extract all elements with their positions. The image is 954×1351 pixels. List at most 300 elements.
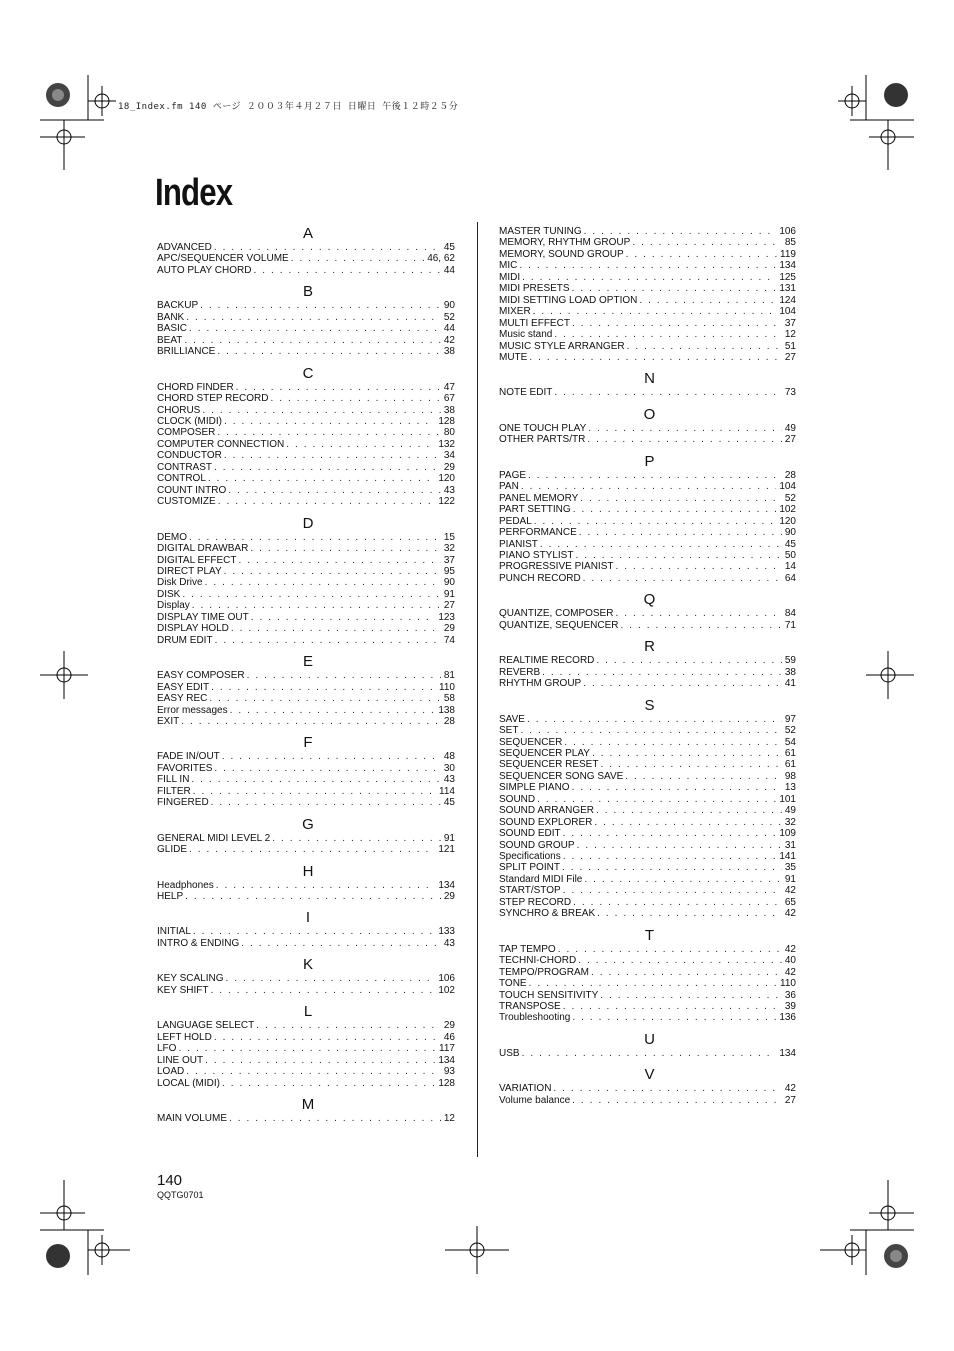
entry-term: PIANO STYLIST [499, 549, 574, 561]
entry-page: 134 [779, 260, 796, 272]
entry-term: MIDI SETTING LOAD OPTION [499, 294, 638, 306]
entry-term: REVERB [499, 666, 541, 678]
entry-term: SET [499, 725, 519, 737]
index-entry [157, 833, 455, 844]
index-entry [499, 1095, 796, 1106]
dot-leader [577, 840, 782, 851]
entry-term: MEMORY, SOUND GROUP [499, 248, 624, 260]
dot-leader [224, 566, 441, 577]
index-entry [499, 771, 796, 782]
entry-term: SOUND EDIT [499, 828, 561, 840]
entry-term: MIDI PRESETS [499, 283, 570, 295]
entry-page: 123 [438, 611, 455, 623]
entry-page: 110 [780, 978, 796, 990]
index-entry [499, 620, 796, 631]
index-entry [499, 423, 796, 434]
index-section [499, 454, 796, 585]
index-entry [499, 1001, 796, 1012]
index-entry [157, 751, 455, 762]
entry-page: 128 [438, 415, 455, 427]
section-letter: Q [643, 591, 656, 609]
entry-term: SOUND GROUP [499, 839, 575, 851]
entry-term: PANEL MEMORY [499, 492, 579, 504]
index-section [157, 226, 455, 276]
entry-page: 134 [779, 1047, 796, 1059]
entry-page: 49 [784, 805, 796, 817]
entry-page: 134 [438, 1054, 455, 1066]
section-letter: T [644, 926, 655, 944]
index-entry [157, 786, 455, 797]
entry-term: AUTO PLAY CHORD [157, 264, 252, 276]
index-entry [499, 851, 796, 862]
entry-term: Headphones [157, 879, 214, 891]
section-letter: L [303, 1003, 313, 1021]
index-entry [499, 885, 796, 896]
dot-leader [208, 473, 435, 484]
dot-leader [216, 880, 436, 891]
index-entry [157, 577, 455, 588]
entry-term: DISK [157, 588, 181, 600]
entry-term: VARIATION [499, 1083, 552, 1095]
dot-leader [600, 759, 781, 770]
entry-page: 34 [443, 450, 455, 462]
index-section [499, 407, 796, 446]
entry-page: 58 [443, 693, 455, 705]
dot-leader [186, 1066, 441, 1077]
dot-leader [211, 797, 441, 808]
dot-leader [200, 300, 441, 311]
entry-term: MAIN VOLUME [157, 1113, 228, 1125]
dot-leader [540, 539, 782, 550]
index-entry [157, 393, 455, 404]
index-entry [499, 470, 796, 481]
index-section [157, 516, 455, 647]
entry-page: 15 [443, 531, 455, 543]
index-entry [157, 1078, 455, 1089]
index-section [157, 366, 455, 508]
entry-term: SEQUENCER SONG SAVE [499, 770, 624, 782]
index-entry [157, 763, 455, 774]
dot-leader [600, 990, 782, 1001]
section-letter: B [302, 283, 313, 301]
entry-page: 61 [784, 759, 796, 771]
entry-page: 43 [443, 937, 455, 949]
dot-leader [236, 382, 441, 393]
entry-term: CHORUS [157, 404, 201, 416]
index-entry [157, 1055, 455, 1066]
dot-leader [572, 283, 777, 294]
entry-page: 117 [439, 1043, 455, 1055]
dot-leader [286, 439, 435, 450]
index-entry [499, 805, 796, 816]
index-entry [499, 782, 796, 793]
entry-page: 42 [784, 966, 796, 978]
index-entry [499, 955, 796, 966]
index-entry [499, 967, 796, 978]
entry-term: COMPOSER [157, 427, 216, 439]
entry-term: CONTROL [157, 473, 206, 485]
section-letter: R [644, 638, 655, 656]
dot-leader [520, 725, 781, 736]
entry-term: BANK [157, 311, 185, 323]
dot-leader [596, 655, 781, 666]
entry-term: SEQUENCER [499, 736, 563, 748]
index-entry [157, 312, 455, 323]
entry-term: Troubleshooting [499, 1012, 571, 1024]
index-entry [157, 323, 455, 334]
dot-leader [519, 260, 776, 271]
index-entry [157, 1043, 455, 1054]
entry-term: MASTER TUNING [499, 226, 582, 237]
entry-page: 141 [779, 851, 796, 863]
index-entry [499, 295, 796, 306]
index-entry [499, 990, 796, 1001]
index-section [499, 928, 796, 1024]
dot-leader [528, 470, 782, 481]
index-entry [157, 532, 455, 543]
dot-leader [191, 774, 440, 785]
dot-leader [573, 504, 777, 515]
entry-term: LOAD [157, 1066, 185, 1078]
section-letter: H [302, 862, 314, 880]
entry-page: 29 [443, 891, 455, 903]
entry-page: 74 [443, 634, 455, 646]
index-entry [499, 1083, 796, 1094]
entry-page: 121 [438, 844, 455, 856]
dot-leader [534, 516, 777, 527]
entry-term: Standard MIDI File [499, 873, 583, 885]
entry-term: REALTIME RECORD [499, 655, 595, 667]
entry-page: 106 [779, 226, 796, 237]
entry-term: EASY REC [157, 693, 208, 705]
index-entry [499, 561, 796, 572]
entry-page: 44 [443, 323, 455, 335]
entry-page: 40 [784, 955, 796, 967]
entry-term: CLOCK (MIDI) [157, 415, 222, 427]
entry-page: 42 [784, 908, 796, 920]
entry-page: 12 [784, 329, 796, 341]
entry-term: MIC [499, 260, 518, 272]
index-entry [499, 897, 796, 908]
dot-leader [578, 955, 782, 966]
entry-term: PERFORMANCE [499, 527, 577, 539]
index-entry [157, 300, 455, 311]
entry-page: 110 [439, 681, 455, 693]
entry-term: BEAT [157, 334, 183, 346]
entry-page: 104 [779, 306, 796, 318]
entry-page: 36 [784, 989, 796, 1001]
entry-page: 90 [784, 527, 796, 539]
entry-page: 54 [784, 736, 796, 748]
dot-leader [521, 481, 776, 492]
entry-term: SOUND [499, 793, 536, 805]
entry-page: 80 [443, 427, 455, 439]
index-entry [157, 462, 455, 473]
index-entry [499, 434, 796, 445]
dot-leader [522, 272, 776, 283]
section-letter: U [644, 1030, 655, 1048]
entry-term: GLIDE [157, 844, 188, 856]
entry-term: FINGERED [157, 797, 209, 809]
section-letter: M [301, 1096, 315, 1114]
index-section [499, 371, 796, 398]
entry-term: PIANIST [499, 538, 538, 550]
dot-leader [214, 763, 440, 774]
index-entry [499, 794, 796, 805]
entry-term: DIRECT PLAY [157, 565, 222, 577]
document-code: QQTG0701 [157, 1190, 204, 1200]
entry-term: LINE OUT [157, 1054, 204, 1066]
index-entry [157, 473, 455, 484]
index-entry [499, 249, 796, 260]
entry-page: 32 [443, 543, 455, 555]
entry-page: 38 [443, 404, 455, 416]
entry-page: 134 [438, 879, 455, 891]
section-letter: D [302, 514, 314, 532]
index-entry [499, 862, 796, 873]
index-entry [499, 260, 796, 271]
entry-term: LEFT HOLD [157, 1031, 212, 1043]
dot-leader [218, 496, 436, 507]
dot-leader [573, 897, 782, 908]
index-entry [157, 1032, 455, 1043]
section-letter: E [302, 653, 313, 671]
entry-page: 67 [443, 393, 455, 405]
index-column-right [499, 226, 796, 1106]
dot-leader [230, 705, 436, 716]
dot-leader [226, 973, 436, 984]
entry-page: 38 [443, 346, 455, 358]
index-entry [499, 283, 796, 294]
dot-leader [583, 678, 782, 689]
index-entry [157, 346, 455, 357]
entry-page: 91 [784, 873, 796, 885]
entry-term: SEQUENCER RESET [499, 759, 599, 771]
index-section [157, 1004, 455, 1089]
entry-page: 29 [443, 1020, 455, 1032]
index-entry [157, 844, 455, 855]
entry-term: PAN [499, 481, 519, 493]
entry-page: 38 [784, 666, 796, 678]
index-entry [157, 382, 455, 393]
entry-term: FILTER [157, 785, 191, 797]
entry-term: PUNCH RECORD [499, 572, 581, 584]
index-entry [157, 635, 455, 646]
index-entry [157, 797, 455, 808]
dot-leader [591, 967, 782, 978]
entry-page: 132 [438, 438, 455, 450]
index-entry [499, 352, 796, 363]
entry-term: ONE TOUCH PLAY [499, 422, 587, 434]
index-entry [499, 725, 796, 736]
entry-term: DISPLAY TIME OUT [157, 611, 249, 623]
index-entry [157, 242, 455, 253]
entry-term: DRUM EDIT [157, 634, 213, 646]
column-divider [477, 222, 478, 1157]
index-entry [157, 439, 455, 450]
entry-page: 101 [779, 793, 796, 805]
index-entry [499, 748, 796, 759]
entry-page: 52 [784, 725, 796, 737]
dot-leader [588, 423, 782, 434]
entry-term: MIXER [499, 306, 531, 318]
index-entry [499, 516, 796, 527]
dot-leader [625, 771, 782, 782]
dot-leader [241, 938, 441, 949]
dot-leader [542, 667, 782, 678]
index-entry [499, 908, 796, 919]
dot-leader [627, 341, 782, 352]
index-entry [499, 329, 796, 340]
dot-leader [584, 226, 777, 237]
dot-leader [529, 978, 777, 989]
dot-leader [562, 862, 782, 873]
index-entry [157, 612, 455, 623]
dot-leader [209, 693, 440, 704]
entry-term: EXIT [157, 715, 180, 727]
index-entry [157, 716, 455, 727]
entry-term: LFO [157, 1043, 177, 1055]
entry-term: MIDI [499, 271, 521, 283]
dot-leader [615, 608, 781, 619]
index-section [499, 639, 796, 689]
entry-page: 46 [443, 1031, 455, 1043]
index-entry [157, 985, 455, 996]
entry-page: 31 [784, 839, 796, 851]
entry-page: 64 [784, 572, 796, 584]
entry-page: 39 [784, 1001, 796, 1013]
index-entry [499, 493, 796, 504]
entry-page: 91 [443, 832, 455, 844]
dot-leader [214, 1032, 441, 1043]
entry-term: MEMORY, RHYTHM GROUP [499, 237, 631, 249]
dot-leader [181, 716, 441, 727]
entry-term: Display [157, 600, 190, 612]
entry-page: 81 [443, 670, 455, 682]
entry-term: TAP TEMPO [499, 943, 556, 955]
index-entry [499, 874, 796, 885]
entry-page: 125 [779, 271, 796, 283]
entry-page: 104 [779, 481, 796, 493]
page-number: 140 [157, 1172, 183, 1189]
index-entry [157, 623, 455, 634]
index-entry [157, 416, 455, 427]
dot-leader [202, 405, 441, 416]
dot-leader [584, 874, 782, 885]
dot-leader [247, 670, 441, 681]
file-info-header: 18_Index.fm 140 ページ ２００３年４月２７日 日曜日 午後１２時２５分 [118, 102, 459, 112]
dot-leader [615, 561, 781, 572]
index-entry [157, 496, 455, 507]
entry-page: 29 [443, 623, 455, 635]
entry-term: EASY COMPOSER [157, 670, 245, 682]
entry-term: SOUND EXPLORER [499, 816, 593, 828]
index-entry [157, 555, 455, 566]
entry-page: 114 [439, 785, 455, 797]
dot-leader [222, 1078, 435, 1089]
dot-leader [537, 794, 776, 805]
entry-page: 138 [438, 704, 455, 716]
index-section [157, 284, 455, 357]
entry-page: 124 [779, 294, 796, 306]
entry-term: TONE [499, 978, 527, 990]
index-entry [157, 682, 455, 693]
index-entry [499, 306, 796, 317]
section-letter: F [303, 734, 313, 752]
dot-leader [238, 555, 440, 566]
entry-term: CUSTOMIZE [157, 496, 216, 508]
dot-leader [214, 242, 441, 253]
entry-page: 49 [784, 422, 796, 434]
index-section [499, 1032, 796, 1059]
entry-page: 93 [443, 1066, 455, 1078]
dot-leader [193, 926, 435, 937]
entry-page: 52 [443, 311, 455, 323]
entry-page: 27 [443, 600, 455, 612]
dot-leader [228, 485, 441, 496]
entry-term: KEY SCALING [157, 973, 224, 985]
entry-term: BRILLIANCE [157, 346, 216, 358]
dot-leader [214, 462, 441, 473]
dot-leader [558, 944, 782, 955]
index-entry [157, 335, 455, 346]
index-entry [157, 600, 455, 611]
section-letter: K [302, 956, 313, 974]
entry-term: SOUND ARRANGER [499, 805, 595, 817]
index-entry [157, 670, 455, 681]
entry-page: 122 [438, 496, 455, 508]
index-entry [157, 774, 455, 785]
entry-term: RHYTHM GROUP [499, 678, 582, 690]
dot-leader [231, 623, 441, 634]
entry-term: SIMPLE PIANO [499, 782, 570, 794]
entry-term: GENERAL MIDI LEVEL 2 [157, 832, 271, 844]
section-letter: C [302, 364, 314, 382]
dot-leader [253, 265, 440, 276]
index-entry [499, 714, 796, 725]
index-entry [157, 926, 455, 937]
entry-page: 50 [784, 549, 796, 561]
index-entry [157, 427, 455, 438]
index-section [499, 1067, 796, 1106]
index-section [157, 735, 455, 808]
index-entry [499, 944, 796, 955]
index-entry [499, 318, 796, 329]
entry-page: 37 [784, 317, 796, 329]
entry-page: 65 [784, 896, 796, 908]
index-entry [499, 759, 796, 770]
entry-term: STEP RECORD [499, 896, 572, 908]
index-entry [499, 667, 796, 678]
entry-page: 27 [784, 434, 796, 446]
entry-page: 97 [784, 713, 796, 725]
dot-leader [579, 527, 782, 538]
dot-leader [217, 427, 441, 438]
dot-leader [626, 249, 777, 260]
dot-leader [291, 253, 424, 264]
entry-page: 131 [779, 283, 796, 295]
entry-page: 28 [784, 469, 796, 481]
entry-term: PEDAL [499, 515, 532, 527]
dot-leader [597, 908, 782, 919]
entry-page: 47 [443, 381, 455, 393]
entry-term: COMPUTER CONNECTION [157, 438, 285, 450]
entry-term: HELP [157, 891, 184, 903]
entry-term: Volume balance [499, 1094, 571, 1106]
entry-page: 91 [443, 588, 455, 600]
index-entry [157, 450, 455, 461]
dot-leader [572, 318, 782, 329]
